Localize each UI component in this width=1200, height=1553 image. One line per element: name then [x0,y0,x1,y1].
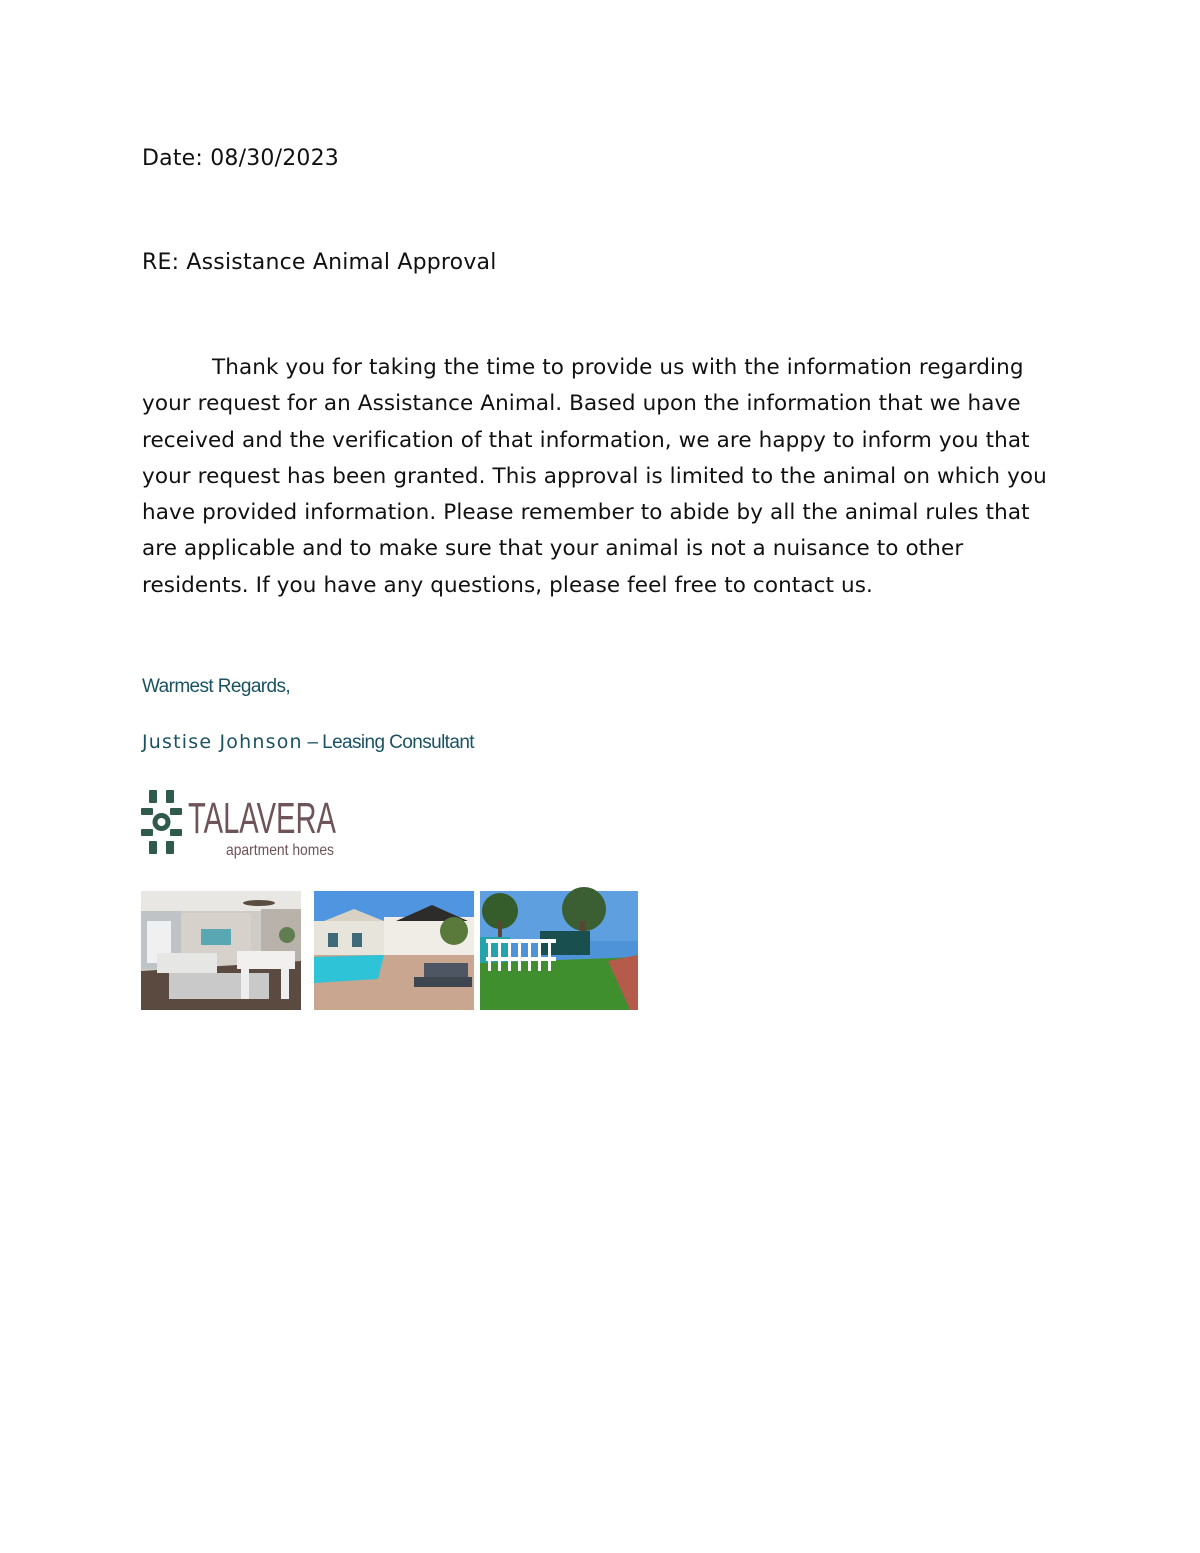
logo-wordmark: TALAVERA [188,794,337,843]
letter-body: Thank you for taking the time to provide us with the information regarding your request for an Assistance Animal. Based upon the information that we have received and the verification of that information, we are happy to inform you that your request has been granted. This approval is limited to the animal on which you have provided information. Please remember to abide by all the animal rules that are applicable and to make sure that your animal is not a nuisance to other residents. If you have any questions, please feel free to contact us. [142,355,1047,598]
signer-title: Leasing Consultant [322,732,474,753]
logo-tagline: apartment homes [226,842,334,859]
signature-line [142,731,474,754]
letter-subject: RE: Assistance Animal Approval [142,250,497,275]
letter-date: Date: 08/30/2023 [142,146,339,171]
apartment-interior-photo [141,891,301,1010]
pool-area-photo [314,891,474,1010]
talavera-sun-icon [141,790,182,854]
letter-closing: Warmest Regards, [142,676,291,697]
talavera-logo [140,784,340,862]
lawn-dog-park-photo [480,891,638,1010]
signer-name: Justise Johnson [142,731,303,753]
signer-separator: – [302,732,323,753]
